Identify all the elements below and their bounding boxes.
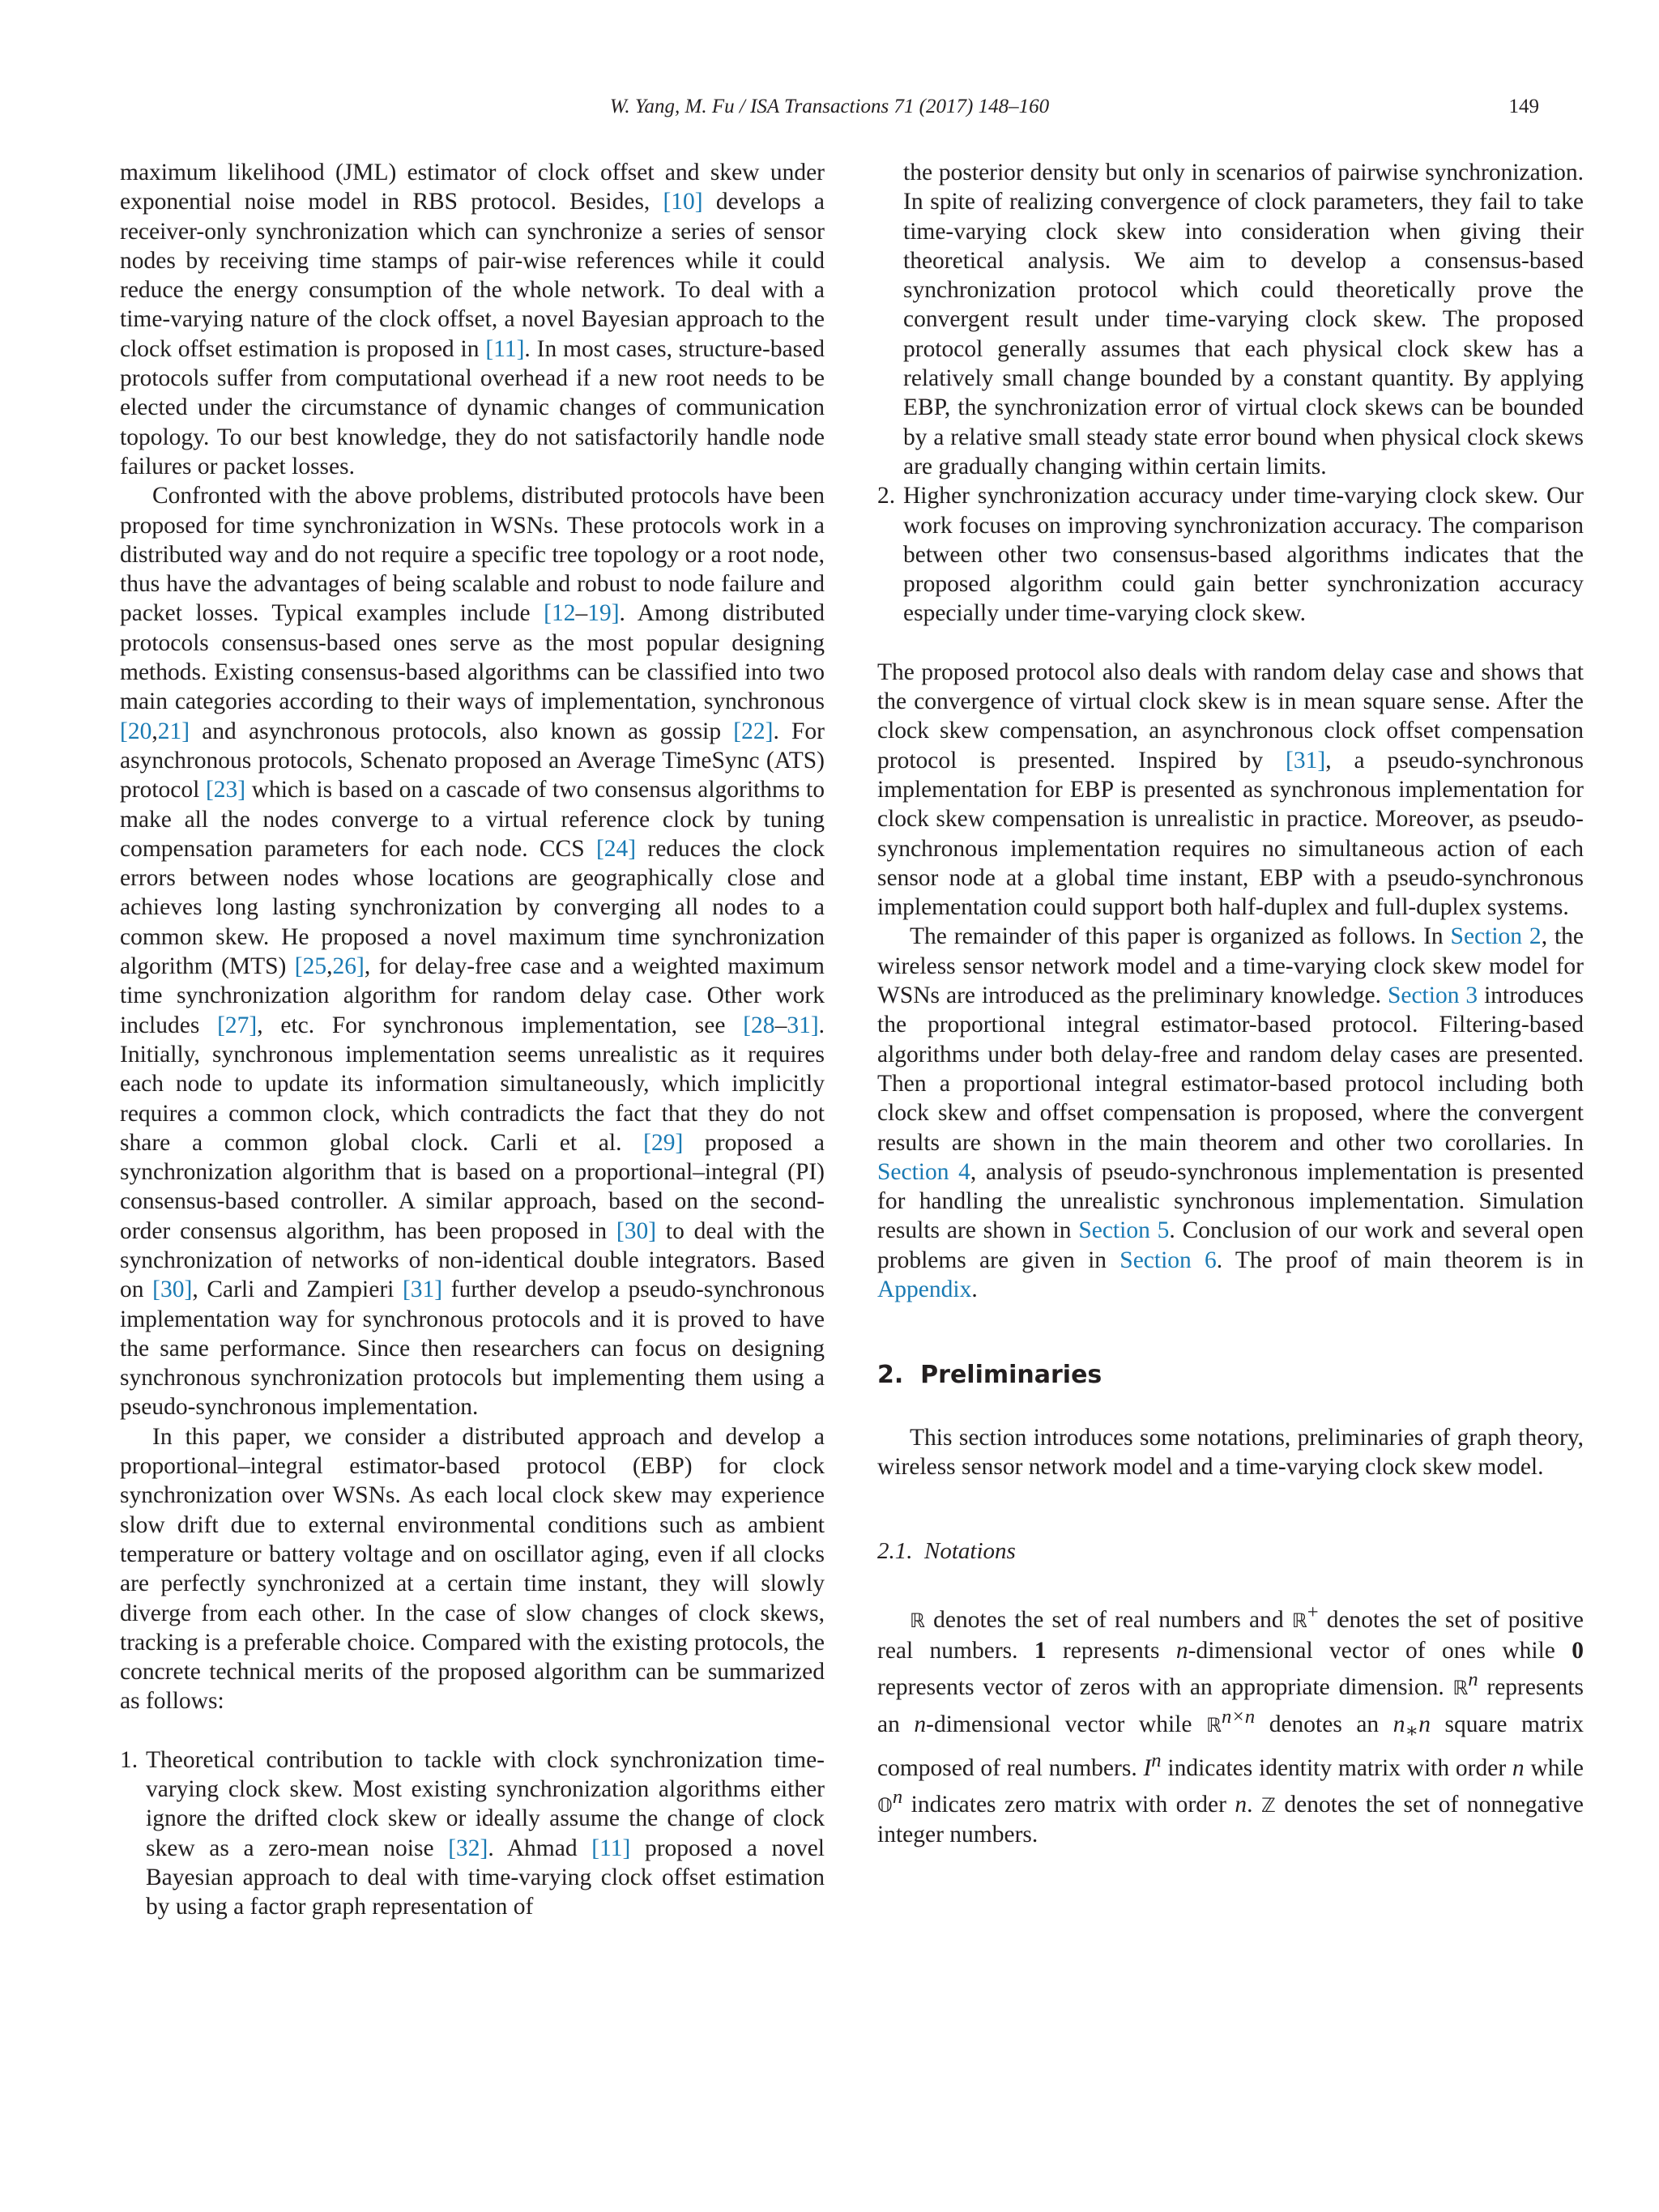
citation-link[interactable]: [32]	[448, 1835, 488, 1861]
page-number: 149	[1508, 96, 1539, 117]
section-link[interactable]: Section 6	[1120, 1247, 1217, 1273]
citation-link[interactable]: [22]	[733, 718, 774, 744]
running-header	[120, 96, 1539, 128]
section-link[interactable]: Section 2	[1450, 923, 1542, 950]
citation-link[interactable]: [23]	[205, 777, 246, 803]
citation-link[interactable]: [31]	[402, 1276, 443, 1303]
list-item: the posterior density but only in scenarios of pairwise synchronization. In spite of realizing convergence of clock parameters, they fail to take time-varying clock skew into consideration when giving their theoretical analysis. We aim to develop a consensus-based synchronization protocol which could theoretically prove the convergent result under time-varying clock skew. The proposed protocol generally assumes that each physical clock skew has a relatively small change bounded by a constant quantity. By applying EBP, the synchronization error of virtual clock skews can be bounded by a relative small steady state error bound when physical clock skews are gradually changing within certain limits.	[903, 160, 1584, 479]
paragraph-preliminaries-intro: This section introduces some notations, preliminaries of graph theory, wireless sensor network model and a time-varying clock skew model.	[877, 1424, 1584, 1480]
running-title: W. Yang, M. Fu / ISA Transactions 71 (2017) 148–160	[609, 96, 1050, 117]
list-item: 2. Higher synchronization accuracy under time-varying clock skew. Our work focuses on improving synchronization accuracy. The comparison between other two consensus-based algorithms indicates that the proposed algorithm could gain better synchronization accuracy especially under time-varying clock skew.	[877, 483, 1584, 627]
citation-link[interactable]: [24]	[595, 835, 637, 862]
citation-link[interactable]: [11]	[591, 1835, 631, 1861]
citation-link[interactable]: [31]	[1286, 747, 1326, 774]
citation-link[interactable]: [28	[743, 1012, 775, 1038]
paragraph-rbs: maximum likelihood (JML) estimator of clock offset and skew under exponential noise model in RBS protocol. Besides, [10] develops a receiver-only synchronization which can synchronize a series of sensor nodes by receiving time stamps of pair-wise references while it could reduce the energy consumption of the whole network. To deal with a time-varying nature of the clock offset, a novel Bayesian approach to the clock offset estimation is proposed in [11]. In most cases, structure-based protocols suffer from computational overhead if a new root needs to be elected under the circumstance of dynamic changes of communication topology. To our best knowledge, they do not satisfactorily handle node failures or packet losses.	[120, 160, 825, 479]
paragraph-this-paper: In this paper, we consider a distributed approach and develop a proportional–integral estimator-based protocol (EBP) for clock synchronization over WSNs. As each local clock skew may experience slow drift due to external environmental conditions such as ambient temperature or battery voltage and on oscillator aging, even if all clocks are perfectly synchronized at a certain time instant, they will slowly diverge from each other. In the case of slow changes of clock skews, tracking is a preferable choice. Compared with the existing protocols, the concrete technical merits of the proposed algorithm can be summarized as follows:	[120, 1423, 825, 1715]
list-item: 1. Theoretical contribution to tackle with clock synchronization time-varying clock skew. Most existing synchronization algorithms either ignore the drifted clock skew or ideally assume the change of clock skew as a zero-mean noise [32]. Ahmad [11] proposed a novel Bayesian approach to deal with time-varying clock offset estimation by using a factor graph representation of	[120, 1746, 825, 1920]
paragraph-organization: The remainder of this paper is organized as follows. In Section 2, the wireless sensor network model and a time-varying clock skew model for WSNs are introduced as the preliminary knowledge. Section 3 introduces the proportional integral estimator-based protocol. Filtering-based algorithms under both delay-free and random delay cases are presented. Then a proportional integral estimator-based protocol including both clock skew and offset compensation is proposed, where the convergent results are shown in the main theorem and other two corollaries. In Section 4, analysis of pseudo-synchronous implementation is presented for handling the unrealistic synchronous implementation. Simulation results are shown in Section 5. Conclusion of our work and several open problems are given in Section 6. The proof of main theorem is in Appendix.	[877, 923, 1584, 1302]
section-link[interactable]: Section 5	[1078, 1217, 1170, 1244]
paragraph-notations: ℝ denotes the set of real numbers and ℝ+ denotes the set of positive real numbers. 1 represents n-dimensional vector of ones while 0 represents vector of zeros with an appropriate dimension. ℝ$^n$ represents an n-dimensional vector while ℝ$^{n\times n}$ denotes an $n_∗n$ square matrix composed of real numbers. $I^n$ indicates identity matrix with order n while 𝕆$^n$ indicates zero matrix with order n. ℤ denotes the set of nonnegative integer numbers.	[877, 1601, 1584, 1848]
appendix-link[interactable]: Appendix	[877, 1276, 972, 1302]
citation-link[interactable]: [12	[544, 600, 576, 627]
citation-link[interactable]: [27]	[217, 1012, 258, 1038]
citation-link[interactable]: [25	[294, 953, 327, 980]
citation-link[interactable]: [29]	[643, 1129, 684, 1156]
citation-link[interactable]: 31]	[787, 1012, 819, 1038]
section-heading: 2. Preliminaries	[877, 1361, 1102, 1390]
citation-link[interactable]: [10]	[663, 189, 703, 215]
citation-link[interactable]: [20	[120, 718, 152, 744]
citation-link[interactable]: [30]	[616, 1217, 657, 1244]
section-link[interactable]: Section 4	[877, 1158, 970, 1185]
contributions-list	[120, 1745, 825, 1922]
left-column	[120, 158, 825, 1922]
subsection-heading: 2.1. Notations	[877, 1538, 1016, 1565]
paragraph-random-delay: The proposed protocol also deals with random delay case and shows that the convergence of virtual clock skew is in mean square sense. After the clock skew compensation, an asynchronous clock offset compensation protocol is presented. Inspired by [31], a pseudo-synchronous implementation for EBP is presented as synchronous implementation for clock skew compensation is unrealistic in practice. Moreover, as pseudo-synchronous implementation requires no simultaneous action of each sensor node at a global time instant, EBP with a pseudo-synchronous implementation could support both half-duplex and full-duplex systems.	[877, 658, 1584, 921]
citation-link[interactable]: 19]	[587, 600, 620, 627]
section-link[interactable]: Section 3	[1387, 982, 1478, 1009]
paragraph-distributed-protocols: Confronted with the above problems, distributed protocols have been proposed for time synchronization in WSNs. These protocols work in a distributed way and do not require a specific tree topology or a root node, thus have the advantages of being scalable and robust to node failure and packet losses. Typical examples include [12–19]. Among distributed protocols consensus-based ones serve as the most popular designing methods. Existing consensus-based algorithms can be classified into two main categories according to their ways of implementation, synchronous [20,21] and asynchronous protocols, also known as gossip [22]. For asynchronous protocols, Schenato proposed an Average TimeSync (ATS) protocol [23] which is based on a cascade of two consensus algorithms to make all the nodes converge to a virtual reference clock by tuning compensation parameters for each node. CCS [24] reduces the clock errors between nodes whose locations are geographically close and achieves long lasting synchronization by converging all nodes to a common skew. He proposed a novel maximum time synchronization algorithm (MTS) [25,26], for delay-free case and a weighted maximum time synchronization algorithm for random delay case. Other work includes [27], etc. For synchronous implementation, see [28–31]. Initially, synchronous implementation seems unrealistic as it requires each node to update its information simultaneously, which implicitly requires a common clock, which contradicts the fact that they do not share a common global clock. Carli et al. [29] proposed a synchronization algorithm that is based on a proportional–integral (PI) consensus-based controller. A similar approach, based on the second-order consensus algorithm, has been proposed in [30] to deal with the synchronization of networks of non-identical double integrators. Based on [30], Carli and Zampieri [31] further develop a pseudo-synchronous implementation way for synchronous protocols and it is proved to have the same performance. Since then researchers can focus on designing synchronous synchronization protocols but implementing them using a pseudo-synchronous implementation.	[120, 483, 825, 1421]
citation-link[interactable]: 26]	[332, 953, 365, 980]
citation-link[interactable]: [11]	[485, 335, 525, 362]
citation-link[interactable]: 21]	[157, 718, 190, 744]
citation-link[interactable]: [30]	[152, 1276, 193, 1303]
contributions-list-continued	[877, 158, 1584, 629]
right-column	[877, 158, 1584, 1850]
